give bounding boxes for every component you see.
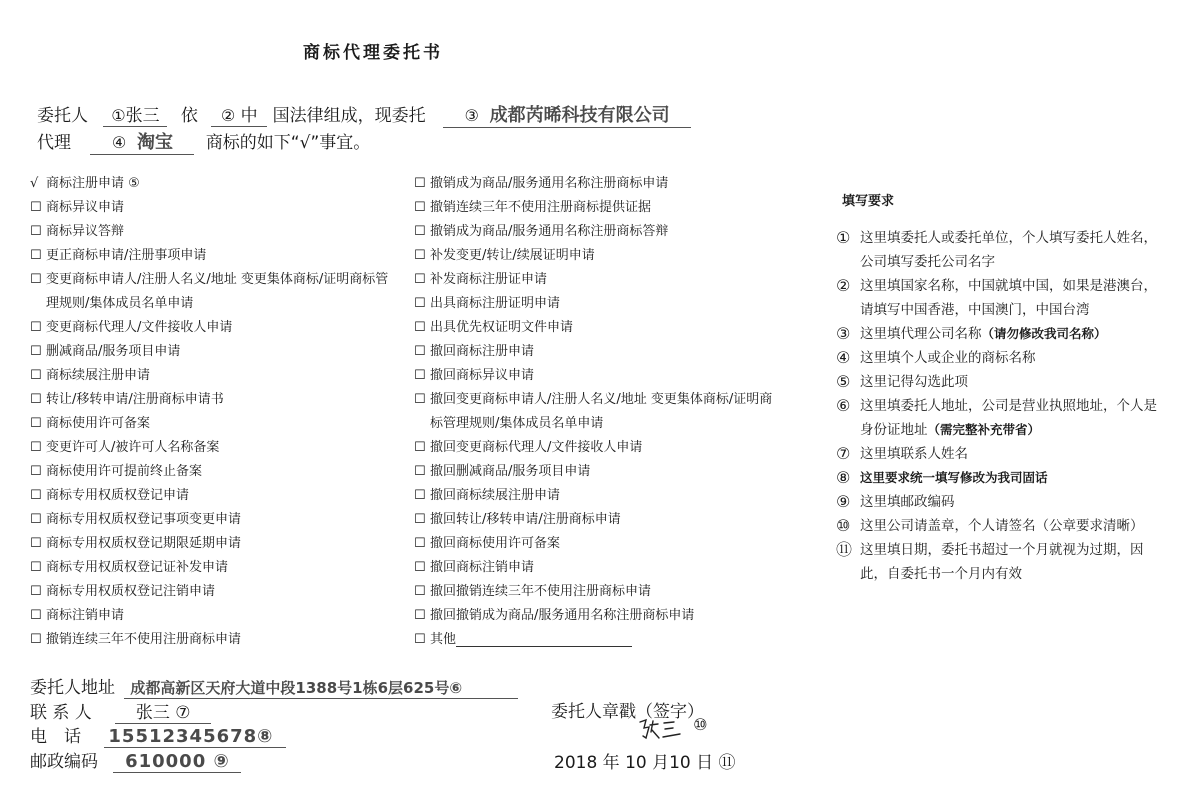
- country-field[interactable]: ② 中: [211, 101, 267, 127]
- check-item[interactable]: ☐ 撤销成为商品/服务通用名称注册商标申请: [414, 172, 784, 196]
- checkbox[interactable]: ☐: [414, 440, 426, 455]
- check-item[interactable]: ☐ 商标专用权质权登记注销申请: [30, 580, 400, 604]
- signature-number: ⑩: [693, 715, 708, 734]
- checkbox[interactable]: ☐: [30, 248, 42, 263]
- phone-row: [30, 722, 286, 748]
- seal-label: 委托人章戳（签字）: [551, 702, 704, 722]
- checkbox[interactable]: ☐: [414, 272, 426, 287]
- check-item[interactable]: ☐ 商标注销申请: [30, 604, 400, 628]
- checklist-left: [30, 172, 400, 652]
- checkbox[interactable]: ☐: [414, 320, 426, 335]
- checkbox[interactable]: ☐: [30, 464, 42, 479]
- check-item[interactable]: ☐ 撤回商标注册申请: [414, 340, 784, 364]
- checkbox[interactable]: ☐: [414, 512, 426, 527]
- check-item[interactable]: ☐ 撤回撤销成为商品/服务通用名称注册商标申请: [414, 604, 784, 628]
- requirement-item: ⑧ 这里要求统一填写修改为我司固话: [836, 468, 1048, 487]
- checkbox[interactable]: ☐: [30, 608, 42, 623]
- check-item[interactable]: ☐ 补发变更/转让/续展证明申请: [414, 244, 784, 268]
- requirement-item: ⑥ 这里填委托人地址，公司是营业执照地址，个人是身份证地址（需完整补充带省）: [836, 396, 1157, 438]
- checkbox[interactable]: ☐: [414, 536, 426, 551]
- agency-field[interactable]: ③ 成都芮晞科技有限公司: [443, 101, 691, 128]
- address-value: 成都高新区天府大道中段1388号1栋6层625号⑥: [130, 679, 463, 697]
- check-item[interactable]: ☐ 变更商标申请人/注册人名义/地址 变更集体商标/证明商标管理规则/集体成员名单申请: [30, 268, 400, 316]
- requirements-list: [836, 226, 1166, 586]
- check-item[interactable]: ☐ 删减商品/服务项目申请: [30, 340, 400, 364]
- country-value: 中: [240, 106, 258, 126]
- requirement-item: ⑨ 这里填邮政编码: [836, 492, 955, 511]
- checkbox[interactable]: ☐: [30, 416, 42, 431]
- check-item[interactable]: ☐ 撤销连续三年不使用注册商标提供证据: [414, 196, 784, 220]
- client-field[interactable]: ①张三: [103, 101, 167, 127]
- zip-row: [30, 747, 241, 773]
- zip-value: 610000 ⑨: [125, 751, 230, 772]
- checkbox[interactable]: ☐: [30, 200, 42, 215]
- checkbox[interactable]: ☐: [414, 560, 426, 575]
- address-label: 委托人地址: [30, 678, 115, 698]
- checkbox[interactable]: ☐: [30, 584, 42, 599]
- checkbox[interactable]: ☐: [30, 512, 42, 527]
- checkbox[interactable]: ☐: [414, 176, 426, 191]
- check-item[interactable]: ☐ 撤回商标异议申请: [414, 364, 784, 388]
- check-item[interactable]: ☐ 撤回撤销连续三年不使用注册商标申请: [414, 580, 784, 604]
- requirements-title: 填写要求: [842, 194, 895, 209]
- requirement-item: ④ 这里填个人或企业的商标名称: [836, 348, 1036, 367]
- signature-area[interactable]: [636, 716, 707, 748]
- checkbox[interactable]: ☐: [414, 368, 426, 383]
- check-item-other[interactable]: ☐ 其他: [414, 628, 784, 652]
- check-item[interactable]: ☐ 出具优先权证明文件申请: [414, 316, 784, 340]
- check-mark[interactable]: √: [30, 176, 39, 191]
- checkbox[interactable]: ☐: [30, 224, 42, 239]
- address-field[interactable]: [124, 677, 518, 699]
- checkbox[interactable]: ☐: [30, 392, 42, 407]
- yi-label: 依: [180, 106, 198, 126]
- check-item[interactable]: ☐ 商标异议申请: [30, 196, 400, 220]
- requirement-item: ⑩ 这里公司请盖章，个人请签名（公章要求清晰）: [836, 516, 1144, 535]
- checkbox[interactable]: ☐: [30, 560, 42, 575]
- check-item[interactable]: ☐ 商标专用权质权登记事项变更申请: [30, 508, 400, 532]
- check-item[interactable]: ☐ 商标异议答辩: [30, 220, 400, 244]
- checkbox[interactable]: ☐: [30, 344, 42, 359]
- checkbox[interactable]: ☐: [414, 248, 426, 263]
- check-item[interactable]: ☐ 变更许可人/被许可人名称备案: [30, 436, 400, 460]
- checkbox[interactable]: ☐: [414, 392, 426, 407]
- check-item[interactable]: ☐ 撤回删减商品/服务项目申请: [414, 460, 784, 484]
- check-item[interactable]: ☐ 撤回商标注销申请: [414, 556, 784, 580]
- intro-line-2: [37, 128, 370, 155]
- check-item[interactable]: ☐ 撤回商标续展注册申请: [414, 484, 784, 508]
- requirement-item: ② 这里填国家名称，中国就填中国，如果是港澳台，请填写中国香港，中国澳门，中国台湾: [836, 276, 1157, 318]
- checkbox[interactable]: ☐: [30, 320, 42, 335]
- check-item[interactable]: ☐ 撤销连续三年不使用注册商标申请: [30, 628, 400, 652]
- phone-value: 15512345678⑧: [108, 726, 274, 747]
- agent-label: 代理: [37, 133, 71, 153]
- check-item[interactable]: ☐ 出具商标注册证明申请: [414, 292, 784, 316]
- contact-field[interactable]: [115, 698, 211, 724]
- checkbox[interactable]: ☐: [30, 632, 42, 647]
- checkbox[interactable]: ☐: [414, 200, 426, 215]
- check-item[interactable]: ☐ 补发商标注册证申请: [414, 268, 784, 292]
- checkbox[interactable]: ☐: [30, 536, 42, 551]
- requirement-item: ⑪ 这里填日期，委托书超过一个月就视为过期，因此，自委托书一个月内有效: [836, 540, 1144, 582]
- intro-line-1: [37, 101, 691, 128]
- checkbox[interactable]: ☐: [414, 488, 426, 503]
- checkbox[interactable]: ☐: [414, 608, 426, 623]
- client-label: 委托人: [37, 106, 88, 126]
- requirement-item: ⑦ 这里填联系人姓名: [836, 444, 968, 463]
- check-item[interactable]: ☐ 商标使用许可提前终止备案: [30, 460, 400, 484]
- requirement-item: ③ 这里填代理公司名称（请勿修改我司名称）: [836, 324, 1107, 343]
- check-item[interactable]: ☐ 商标使用许可备案: [30, 412, 400, 436]
- handwritten-signature: [636, 716, 688, 744]
- contact-label: 联 系 人: [30, 703, 92, 723]
- check-item[interactable]: ☐ 转让/移转申请/注册商标申请书: [30, 388, 400, 412]
- address-row: [30, 673, 518, 699]
- check-item[interactable]: ☐ 商标专用权质权登记证补发申请: [30, 556, 400, 580]
- law-text: 国法律组成，现委托: [272, 106, 426, 126]
- check-item[interactable]: ☐ 撤回转让/移转申请/注册商标申请: [414, 508, 784, 532]
- phone-field[interactable]: [104, 726, 286, 748]
- check-item[interactable]: ☐ 撤回商标使用许可备案: [414, 532, 784, 556]
- checkbox[interactable]: ☐: [30, 272, 42, 287]
- document-title: 商标代理委托书: [303, 43, 443, 63]
- checkbox[interactable]: ☐: [30, 440, 42, 455]
- check-item[interactable]: ☐ 变更商标代理人/文件接收人申请: [30, 316, 400, 340]
- requirement-item: ⑤ 这里记得勾选此项: [836, 372, 968, 391]
- checkbox[interactable]: ☐: [414, 344, 426, 359]
- checkbox[interactable]: ☐: [30, 368, 42, 383]
- trademark-field[interactable]: ④ 淘宝: [90, 128, 194, 155]
- check-item[interactable]: ☐ 更正商标申请/注册事项申请: [30, 244, 400, 268]
- date: 2018 年 10 月10 日 ⑪: [554, 753, 736, 773]
- zip-field[interactable]: [113, 751, 241, 773]
- check-item[interactable]: ☐ 撤回变更商标申请人/注册人名义/地址 变更集体商标/证明商标管理规则/集体成员名单申请: [414, 388, 784, 436]
- check-item[interactable]: ☐ 撤回变更商标代理人/文件接收人申请: [414, 436, 784, 460]
- checkbox[interactable]: ☐: [30, 488, 42, 503]
- checklist-right: [414, 172, 784, 652]
- client-value: 张三: [125, 106, 160, 126]
- checkbox[interactable]: ☐: [414, 632, 426, 647]
- matters-text: 商标的如下“√”事宜。: [205, 133, 371, 153]
- trademark-value: 淘宝: [136, 132, 173, 153]
- check-item[interactable]: √ 商标注册申请 ⑤: [30, 172, 400, 196]
- check-item[interactable]: ☐ 商标专用权质权登记申请: [30, 484, 400, 508]
- checkbox[interactable]: ☐: [414, 224, 426, 239]
- checkbox[interactable]: ☐: [414, 584, 426, 599]
- checkbox[interactable]: ☐: [414, 296, 426, 311]
- zip-label: 邮政编码: [30, 752, 98, 772]
- other-input-line[interactable]: [456, 628, 632, 647]
- agency-value: 成都芮晞科技有限公司: [489, 105, 670, 126]
- requirement-item: ① 这里填委托人或委托单位，个人填写委托人姓名，公司填写委托公司名字: [836, 228, 1157, 270]
- checkbox[interactable]: ☐: [414, 464, 426, 479]
- contact-value: 张三 ⑦: [135, 703, 191, 723]
- contact-row: [30, 698, 211, 724]
- check-item[interactable]: ☐ 商标专用权质权登记期限延期申请: [30, 532, 400, 556]
- phone-label: 电 话: [30, 727, 81, 747]
- check-item[interactable]: ☐ 商标续展注册申请: [30, 364, 400, 388]
- check-item[interactable]: ☐ 撤销成为商品/服务通用名称注册商标答辩: [414, 220, 784, 244]
